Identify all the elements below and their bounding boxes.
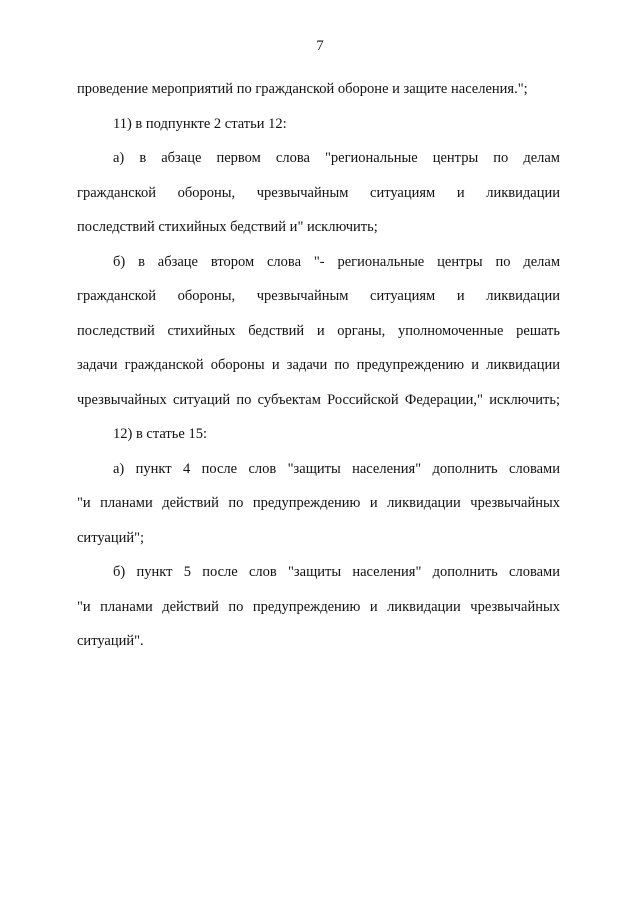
text-line: ситуаций"; bbox=[77, 529, 145, 546]
text-line: "и планами действий по предупреждению и ликвидации чрезвычайных bbox=[77, 495, 560, 511]
item-heading: 12) в статье 15: bbox=[113, 426, 207, 442]
text-line: задачи гражданской обороны и задачи по предупреждению и ликвидации bbox=[77, 357, 560, 373]
text-line: гражданской обороны, чрезвычайным ситуациям и ликвидации bbox=[77, 184, 560, 201]
text-line: "и планами действий по предупреждению и ликвидации чрезвычайных bbox=[77, 598, 560, 615]
text-line: а) в абзаце первом слова "региональные центры по делам bbox=[113, 150, 560, 166]
text-line: последствий стихийных бедствий и органы, уполномоченные решать bbox=[77, 322, 560, 339]
text-line: ситуаций". bbox=[77, 633, 144, 649]
page-number: 7 bbox=[316, 38, 324, 54]
text-line: гражданской обороны, чрезвычайным ситуациям и ликвидации bbox=[77, 288, 560, 304]
document-body bbox=[77, 72, 560, 659]
text-line: а) пункт 4 после слов "защиты населения" дополнить словами bbox=[113, 460, 560, 477]
text-line: б) в абзаце втором слова "- региональные центры по делам bbox=[113, 253, 560, 270]
text-line: последствий стихийных бедствий и" исключить; bbox=[77, 219, 378, 235]
text-line: чрезвычайных ситуаций по субъектам Российской Федерации," исключить; bbox=[77, 391, 560, 408]
item-heading: 11) в подпункте 2 статьи 12: bbox=[113, 115, 287, 132]
text-line: б) пункт 5 после слов "защиты населения" дополнить словами bbox=[113, 564, 560, 580]
text-line: проведение мероприятий по гражданской обороне и защите населения."; bbox=[77, 81, 528, 97]
